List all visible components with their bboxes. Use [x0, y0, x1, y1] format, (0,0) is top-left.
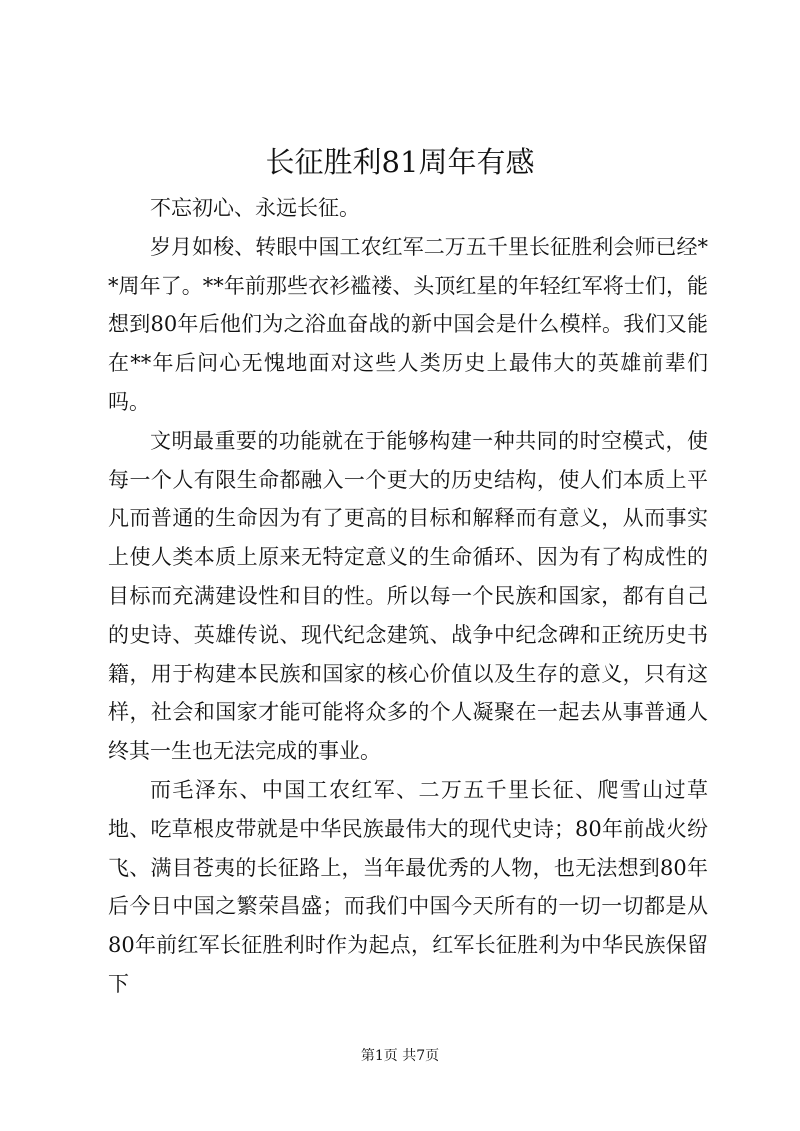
document-title: 长征胜利81周年有感 [265, 145, 535, 179]
document-body [108, 189, 708, 1004]
page-number-footer: 第1页 共7页 [360, 1048, 440, 1064]
paragraph-2: 岁月如梭、转眼中国工农红军二万五千里长征胜利会师已经**周年了。**年前那些衣衫褴褛、头顶红星的年轻红军将士们，能想到80年后他们为之浴血奋战的新中国会是什么模样。我们又能在**年后问心无愧地面对这些人类历史上最伟大的英雄前辈们吗。 [108, 234, 708, 414]
paragraph-3: 文明最重要的功能就在于能够构建一种共同的时空模式，使每一个人有限生命都融入一个更大的历史结构，使人们本质上平凡而普通的生命因为有了更高的目标和解释而有意义，从而事实上使人类本质上原来无特定意义的生命循环、因为有了构成性的目标而充满建设性和目的性。所以每一个民族和国家，都有自己的史诗、英雄传说、现代纪念建筑、战争中纪念碑和正统历史书籍，用于构建本民族和国家的核心价值以及生存的意义，只有这样，社会和国家才能可能将众多的个人凝聚在一起去从事普通人终其一生也无法完成的事业。 [108, 428, 708, 764]
paragraph-1: 不忘初心、永远长征。 [150, 196, 360, 220]
paragraph-4: 而毛泽东、中国工农红军、二万五千里长征、爬雪山过草地、吃草根皮带就是中华民族最伟大的现代史诗；80年前战火纷飞、满目苍夷的长征路上，当年最优秀的人物，也无法想到80年后今日中国之繁荣昌盛；而我们中国今天所有的一切一切都是从80年前红军长征胜利时作为起点，红军长征胜利为中华民族保留下 [108, 777, 708, 996]
